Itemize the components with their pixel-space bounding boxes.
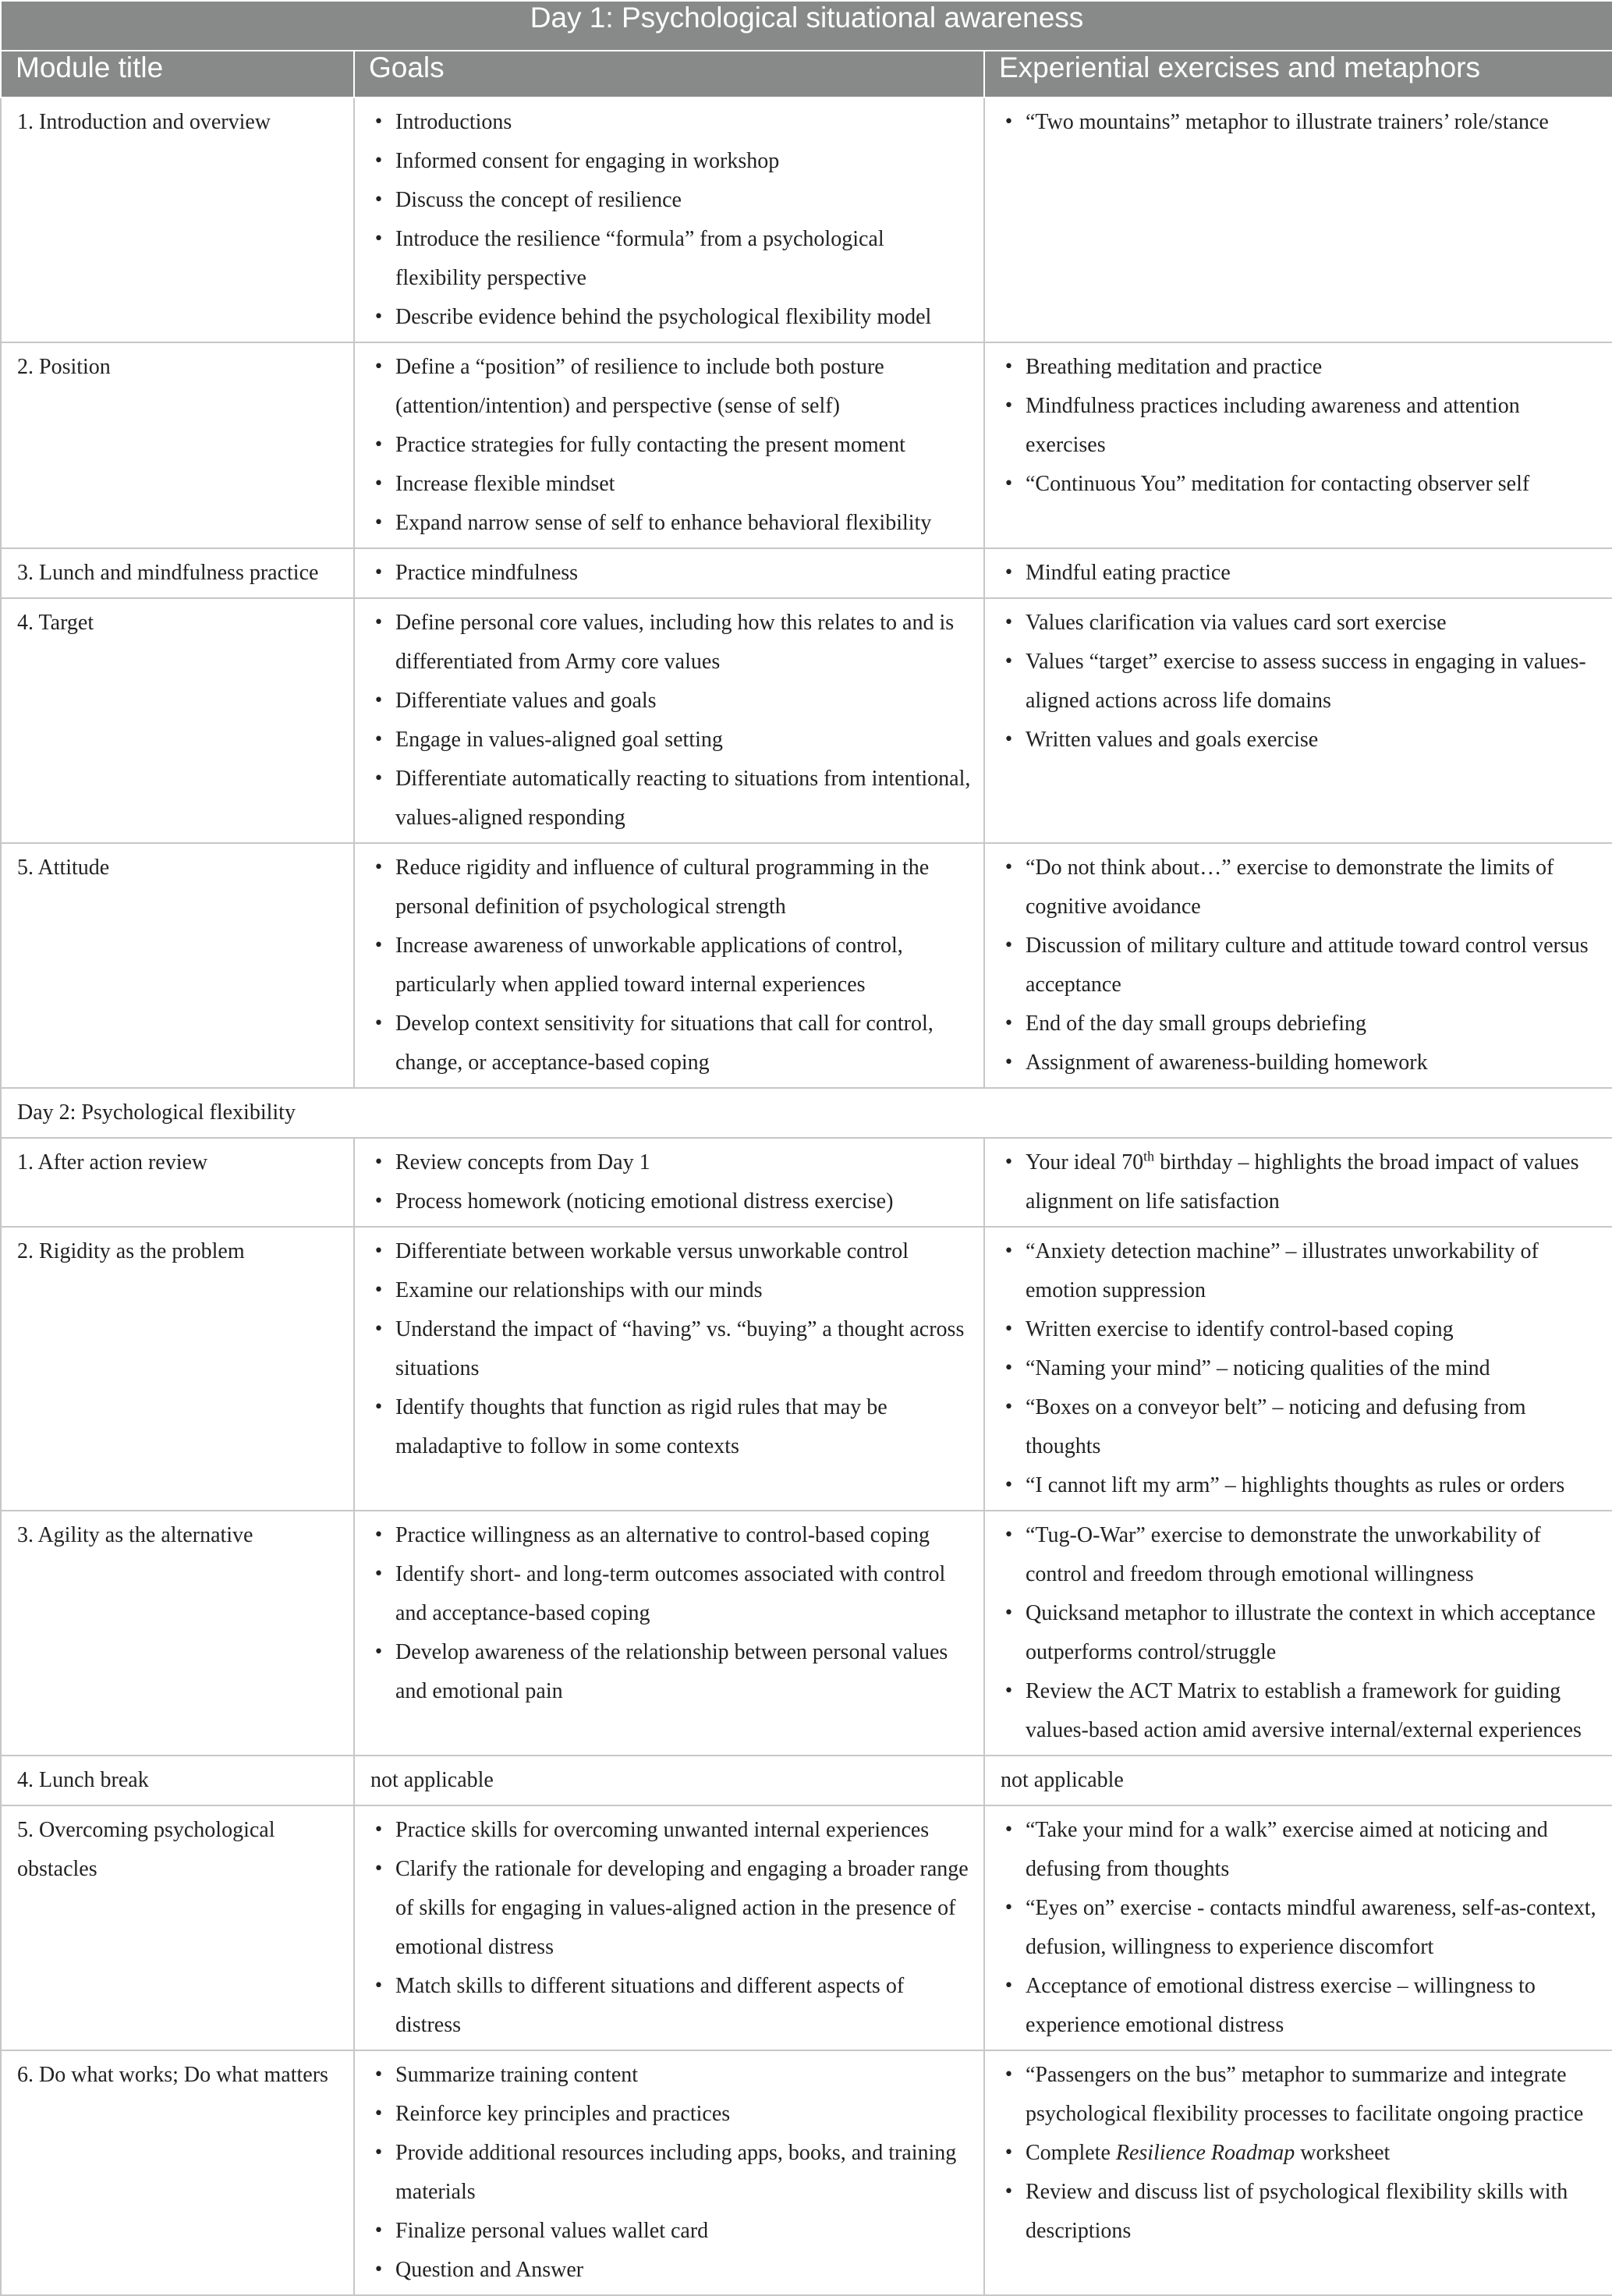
superscript: th: [1143, 1148, 1155, 1164]
list-item: • Written values and goals exercise: [1026, 721, 1601, 760]
table-row: [1, 1511, 1612, 1756]
table-row: [1, 2050, 1612, 2295]
goals-cell: [354, 1138, 984, 1227]
header-row: [1, 51, 1612, 97]
module-cell: 5. Attitude: [1, 843, 354, 1088]
list-item: • Identify thoughts that function as rigid rules that may be maladaptive to follow in some contexts: [395, 1388, 973, 1466]
module-cell: 1. Introduction and overview: [1, 97, 354, 342]
exercises-cell: [984, 548, 1612, 598]
table-row: [1, 598, 1612, 843]
table-title: Day 1: Psychological situational awareness: [1, 1, 1612, 51]
list-item: • Mindfulness practices including awareness and attention exercises: [1026, 387, 1601, 465]
list-item: • Match skills to different situations and different aspects of distress: [395, 1967, 973, 2045]
module-cell: 3. Lunch and mindfulness practice: [1, 548, 354, 598]
list-item: • End of the day small groups debriefing: [1026, 1004, 1601, 1043]
list-item: • Understand the impact of “having” vs. “buying” a thought across situations: [395, 1310, 973, 1388]
module-cell: 5. Overcoming psychological obstacles: [1, 1805, 354, 2050]
list-item: • Increase flexible mindset: [395, 465, 973, 504]
list-item: • Assignment of awareness-building homework: [1026, 1043, 1601, 1082]
list-item: • “Boxes on a conveyor belt” – noticing and defusing from thoughts: [1026, 1388, 1601, 1466]
table-row: [1, 1756, 1612, 1805]
list-item: • “Naming your mind” – noticing qualities of the mind: [1026, 1349, 1601, 1388]
list-item: • “Passengers on the bus” metaphor to summarize and integrate psychological flexibility processes to facilitate ongoing practice: [1026, 2056, 1601, 2134]
module-cell: 6. Do what works; Do what matters: [1, 2050, 354, 2295]
list-item: • Provide additional resources including apps, books, and training materials: [395, 2134, 973, 2212]
list-item: • Review concepts from Day 1: [395, 1143, 973, 1182]
table-row: [1, 843, 1612, 1088]
exercises-cell: [984, 342, 1612, 548]
list-item: • Quicksand metaphor to illustrate the context in which acceptance outperforms control/struggle: [1026, 1594, 1601, 1672]
goals-cell: [354, 843, 984, 1088]
list-item: • Introduce the resilience “formula” from a psychological flexibility perspective: [395, 220, 973, 298]
list-item: • Summarize training content: [395, 2056, 973, 2095]
table-row: [1, 1227, 1612, 1511]
table-row: [1, 342, 1612, 548]
list-item: • “Tug-O-War” exercise to demonstrate the unworkability of control and freedom through emotional willingness: [1026, 1516, 1601, 1594]
list-item: • Engage in values-aligned goal setting: [395, 721, 973, 760]
exercises-cell: [984, 1138, 1612, 1227]
list-item: • “Take your mind for a walk” exercise aimed at noticing and defusing from thoughts: [1026, 1811, 1601, 1889]
list-item: • Define a “position” of resilience to include both posture (attention/intention) and perspective (sense of self): [395, 348, 973, 426]
module-cell: 2. Rigidity as the problem: [1, 1227, 354, 1511]
exercises-cell: [984, 1511, 1612, 1756]
list-item: • “Do not think about…” exercise to demonstrate the limits of cognitive avoidance: [1026, 849, 1601, 927]
list-item: • Acceptance of emotional distress exercise – willingness to experience emotional distress: [1026, 1967, 1601, 2045]
table-row: [1, 1138, 1612, 1227]
list-item: • Define personal core values, including how this relates to and is differentiated from Army core values: [395, 604, 973, 682]
list-item: • Discuss the concept of resilience: [395, 181, 973, 220]
exercises-cell: [984, 843, 1612, 1088]
list-item: • Differentiate values and goals: [395, 682, 973, 721]
exercises-cell: [984, 1805, 1612, 2050]
list-item: • Practice mindfulness: [395, 554, 973, 593]
list-item: • Process homework (noticing emotional distress exercise): [395, 1182, 973, 1221]
header-goals: Goals: [354, 51, 984, 97]
list-item: • Differentiate automatically reacting to situations from intentional, values-aligned responding: [395, 760, 973, 838]
list-item: • Clarify the rationale for developing and engaging a broader range of skills for engaging in values-aligned action in the presence of emotional distress: [395, 1850, 973, 1967]
roadmap-text-b: worksheet: [1295, 2141, 1391, 2165]
list-item: • Develop awareness of the relationship between personal values and emotional pain: [395, 1633, 973, 1711]
list-item: • Question and Answer: [395, 2251, 973, 2290]
day2-title: Day 2: Psychological flexibility: [1, 1088, 1612, 1138]
exercises-cell: not applicable: [984, 1756, 1612, 1805]
list-item: • Informed consent for engaging in workshop: [395, 142, 973, 181]
list-item: • Values “target” exercise to assess success in engaging in values-aligned actions across life domains: [1026, 643, 1601, 721]
list-item: • “Continuous You” meditation for contacting observer self: [1026, 465, 1601, 504]
section-row: [1, 1088, 1612, 1138]
goals-cell: [354, 97, 984, 342]
module-cell: 3. Agility as the alternative: [1, 1511, 354, 1756]
list-item: • “Eyes on” exercise - contacts mindful awareness, self-as-context, defusion, willingness to experience discomfort: [1026, 1889, 1601, 1967]
goals-cell: [354, 1511, 984, 1756]
list-item: • Finalize personal values wallet card: [395, 2212, 973, 2251]
goals-cell: [354, 342, 984, 548]
module-cell: 4. Target: [1, 598, 354, 843]
list-item: • “Two mountains” metaphor to illustrate trainers’ role/stance: [1026, 103, 1601, 142]
roadmap-text-a: Complete: [1026, 2141, 1116, 2165]
exercises-cell: [984, 598, 1612, 843]
goals-cell: [354, 548, 984, 598]
table-row: [1, 1805, 1612, 2050]
goals-cell: [354, 1805, 984, 2050]
module-cell: 1. After action review: [1, 1138, 354, 1227]
goals-cell: [354, 1227, 984, 1511]
list-item: • Discussion of military culture and attitude toward control versus acceptance: [1026, 927, 1601, 1004]
module-cell: 4. Lunch break: [1, 1756, 354, 1805]
goals-cell: [354, 2050, 984, 2295]
list-item: • Introductions: [395, 103, 973, 142]
list-item: • Describe evidence behind the psychological flexibility model: [395, 298, 973, 337]
list-item: • Practice skills for overcoming unwanted internal experiences: [395, 1811, 973, 1850]
list-item: • Identify short- and long-term outcomes associated with control and acceptance-based coping: [395, 1555, 973, 1633]
roadmap-title: Resilience Roadmap: [1115, 2141, 1295, 2165]
title-row: [1, 1, 1612, 51]
list-item: • Examine our relationships with our minds: [395, 1271, 973, 1310]
birthday-text-a: Your ideal 70: [1026, 1150, 1144, 1175]
list-item: • Breathing meditation and practice: [1026, 348, 1601, 387]
list-item: • Reinforce key principles and practices: [395, 2095, 973, 2134]
table-row: [1, 97, 1612, 342]
list-item: • Review and discuss list of psychological flexibility skills with descriptions: [1026, 2173, 1601, 2251]
list-item: [1026, 1143, 1601, 1221]
list-item: • Develop context sensitivity for situations that call for control, change, or acceptance-based coping: [395, 1004, 973, 1082]
list-item: • Written exercise to identify control-based coping: [1026, 1310, 1601, 1349]
list-item: • Differentiate between workable versus unworkable control: [395, 1232, 973, 1271]
list-item: • Practice strategies for fully contacting the present moment: [395, 426, 973, 465]
birthday-text-b: birthday – highlights the broad impact of values alignment on life satisfaction: [1026, 1150, 1579, 1214]
list-item: • “I cannot lift my arm” – highlights thoughts as rules or orders: [1026, 1466, 1601, 1505]
header-module-title: Module title: [1, 51, 354, 97]
table-row: [1, 548, 1612, 598]
module-cell: 2. Position: [1, 342, 354, 548]
list-item: • Increase awareness of unworkable applications of control, particularly when applied toward internal experiences: [395, 927, 973, 1004]
list-item: [1026, 2134, 1601, 2173]
list-item: • Practice willingness as an alternative to control-based coping: [395, 1516, 973, 1555]
exercises-cell: [984, 97, 1612, 342]
header-exercises: Experiential exercises and metaphors: [984, 51, 1612, 97]
list-item: • Values clarification via values card sort exercise: [1026, 604, 1601, 643]
list-item: • Review the ACT Matrix to establish a framework for guiding values-based action amid aversive internal/external experiences: [1026, 1672, 1601, 1750]
goals-cell: [354, 598, 984, 843]
exercises-cell: [984, 2050, 1612, 2295]
list-item: • Mindful eating practice: [1026, 554, 1601, 593]
list-item: • “Anxiety detection machine” – illustrates unworkability of emotion suppression: [1026, 1232, 1601, 1310]
list-item: • Reduce rigidity and influence of cultural programming in the personal definition of psychological strength: [395, 849, 973, 927]
goals-cell: not applicable: [354, 1756, 984, 1805]
exercises-cell: [984, 1227, 1612, 1511]
list-item: • Expand narrow sense of self to enhance behavioral flexibility: [395, 504, 973, 543]
